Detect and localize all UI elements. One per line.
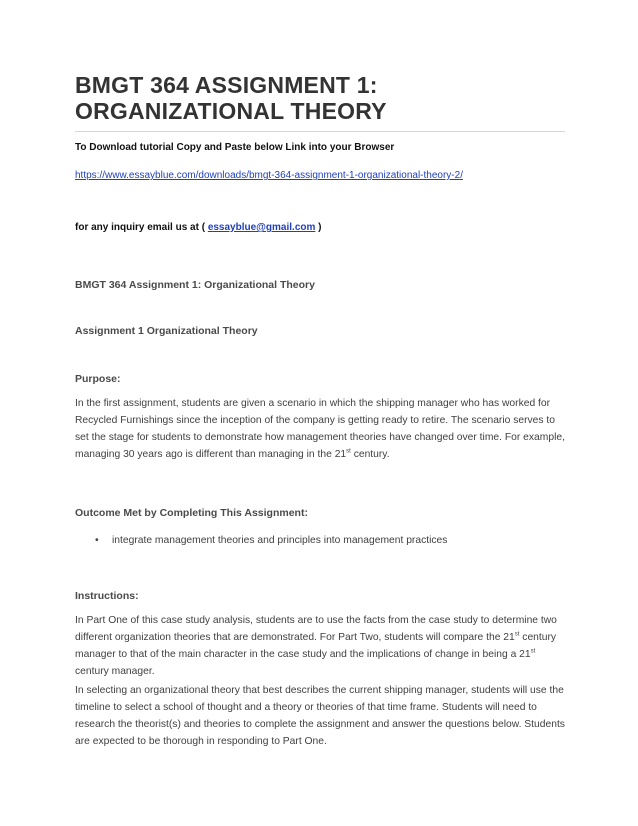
instructions-paragraph-1 [75,612,565,680]
download-instruction: To Download tutorial Copy and Paste below Link into your Browser [75,142,395,153]
inquiry-email-link[interactable]: essayblue@gmail.com [207,222,316,233]
outcome-heading: Outcome Met by Completing This Assignment: [75,507,308,519]
inquiry-suffix: ) [315,222,322,233]
page-title: BMGT 364 ASSIGNMENT 1: ORGANIZATIONAL THEORY [75,72,387,124]
inquiry-line [75,222,322,233]
purpose-sup: st [346,448,351,455]
purpose-text-1: In the first assignment, students are given a scenario in which the shipping manager who has worked for Recycled Furnishings since the inception of the company is getting ready to retire. The scenario serves to set the stage for students to demonstrate how management theories have changed over time. For example, managing 30 years ago is different than managing in the 21 [75,398,565,460]
course-heading: BMGT 364 Assignment 1: Organizational Theory [75,279,315,291]
instructions-heading: Instructions: [75,590,139,602]
inquiry-prefix: for any inquiry email us at ( [75,222,208,233]
purpose-paragraph [75,395,565,463]
instr-p1-a: In Part One of this case study analysis, students are to use the facts from the case study to determine two different organization theories that are demonstrated. For Part Two, students will compare the 21 [75,615,557,643]
download-link[interactable]: https://www.essayblue.com/downloads/bmgt-364-assignment-1-organizational-theory-2/ [75,170,463,181]
purpose-heading: Purpose: [75,373,121,385]
instructions-paragraph-2: In selecting an organizational theory that best describes the current shipping manager, students will use the timeline to select a school of thought and a theory or theories of that time frame. Students will need to research the theorist(s) and theories to complete the assignment and answer the questions below. Students are expected to be thorough in responding to Part One. [75,685,565,747]
purpose-text-2: century. [350,449,390,460]
outcome-bullet-item [95,535,447,546]
outcome-bullet-text: integrate management theories and principles into management practices [112,535,448,546]
bullet-icon: • [95,535,99,546]
instr-p1-b: century manager to that of the main character in the case study and the implications of change in being a 21 [75,632,557,660]
instr-p1-c: century manager. [75,666,155,677]
title-divider [75,131,565,132]
instr-p1-sup2: st [530,648,536,655]
instr-p1-sup1: st [514,631,520,638]
assignment-heading: Assignment 1 Organizational Theory [75,325,258,337]
